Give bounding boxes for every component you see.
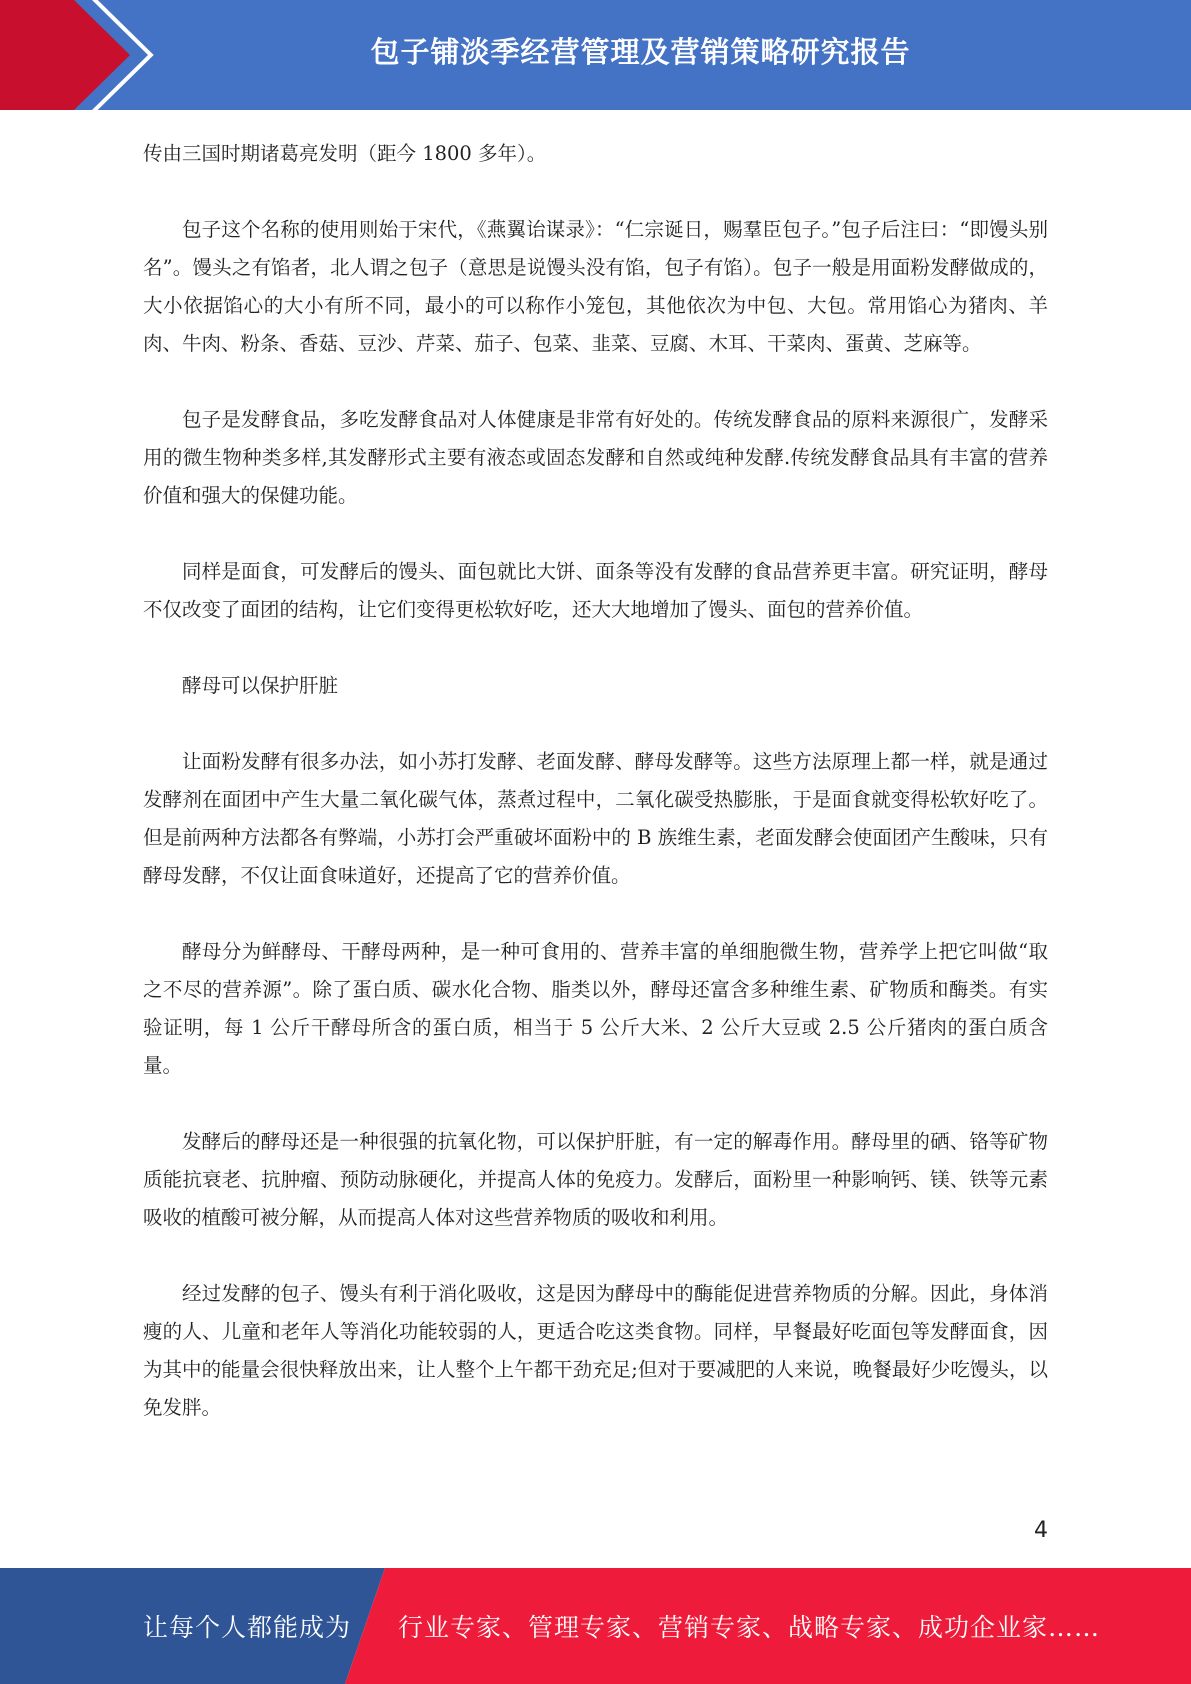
paragraph-4: 同样是面食，可发酵后的馒头、面包就比大饼、面条等没有发酵的食品营养更丰富。研究证明，酵母不仅改变了面团的结构，让它们变得更松软好吃，还大大地增加了馒头、面包的营养价值。: [143, 560, 1048, 621]
paragraph-9: 经过发酵的包子、馒头有利于消化吸收，这是因为酵母中的酶能促进营养物质的分解。因此，身体消瘦的人、儿童和老年人等消化功能较弱的人，更适合吃这类食物。同样，早餐最好吃面包等发酵面食，因为其中的能量会很快释放出来，让人整个上午都干劲充足;但对于要减肥的人来说，晚餐最好少吃馒头，以免发胖。: [143, 1282, 1048, 1419]
header-red-arrow-shape: [0, 0, 148, 110]
footer-slogan-left: 让每个人都能成为: [143, 1613, 352, 1642]
document-body: [143, 135, 1048, 1465]
page-footer: [0, 1568, 1191, 1684]
page-title: 包子铺淡季经营管理及营销策略研究报告: [370, 34, 911, 69]
section-heading: 酵母可以保护肝脏: [182, 674, 339, 697]
paragraph-3: 包子是发酵食品，多吃发酵食品对人体健康是非常有好处的。传统发酵食品的原料来源很广，发酵采用的微生物种类多样,其发酵形式主要有液态或固态发酵和自然或纯种发酵.传统发酵食品具有丰富的营养价值和强大的保健功能。: [143, 408, 1048, 507]
paragraph-7: 酵母分为鲜酵母、干酵母两种，是一种可食用的、营养丰富的单细胞微生物，营养学上把它叫做“取之不尽的营养源”。除了蛋白质、碳水化合物、脂类以外，酵母还富含多种维生素、矿物质和酶类。有实验证明，每 1 公斤干酵母所含的蛋白质，相当于 5 公斤大米、2 公斤大豆或 2.5 公斤猪肉的蛋白质含量。: [143, 940, 1048, 1077]
footer-slogan-right: 行业专家、管理专家、营销专家、战略专家、成功企业家……: [398, 1613, 1101, 1642]
paragraph-1: 传由三国时期诸葛亮发明（距今 1800 多年）。: [143, 142, 547, 165]
page-number: 4: [1034, 1518, 1048, 1543]
page-header: [0, 0, 1191, 110]
paragraph-2: 包子这个名称的使用则始于宋代，《燕翼诒谋录》：“仁宗诞日，赐羣臣包子。”包子后注曰：“即馒头别名”。馒头之有馅者，北人谓之包子（意思是说馒头没有馅，包子有馅）。包子一般是用面粉发酵做成的，大小依据馅心的大小有所不同，最小的可以称作小笼包，其他依次为中包、大包。常用馅心为猪肉、羊肉、牛肉、粉条、香菇、豆沙、芹菜、茄子、包菜、韭菜、豆腐、木耳、干菜肉、蛋黄、芝麻等。: [143, 218, 1048, 355]
paragraph-6: 让面粉发酵有很多办法，如小苏打发酵、老面发酵、酵母发酵等。这些方法原理上都一样，就是通过发酵剂在面团中产生大量二氧化碳气体，蒸煮过程中，二氧化碳受热膨胀，于是面食就变得松软好吃了。但是前两种方法都各有弊端，小苏打会严重破坏面粉中的 B 族维生素，老面发酵会使面团产生酸味，只有酵母发酵，不仅让面食味道好，还提高了它的营养价值。: [143, 750, 1048, 887]
paragraph-8: 发酵后的酵母还是一种很强的抗氧化物，可以保护肝脏，有一定的解毒作用。酵母里的硒、铬等矿物质能抗衰老、抗肿瘤、预防动脉硬化，并提高人体的免疫力。发酵后，面粉里一种影响钙、镁、铁等元素吸收的植酸可被分解，从而提高人体对这些营养物质的吸收和利用。: [143, 1130, 1048, 1229]
